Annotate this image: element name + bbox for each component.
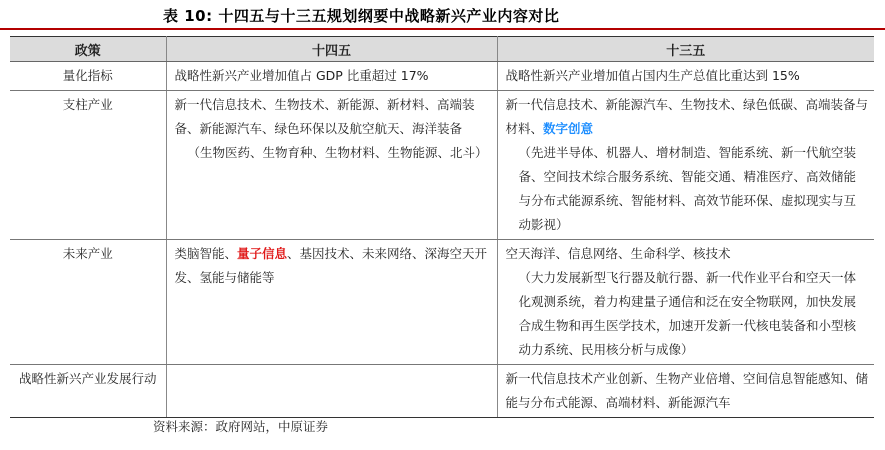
cell-quant-p13: 战略性新兴产业增加值占国内生产总值比重达到 15%: [497, 62, 874, 91]
row-label-future: 未来产业: [10, 240, 166, 365]
future-p13-note: （大力发展新型飞行器及航行器、新一代作业平台和空天一体化观测系统，着力构建量子通信和泛在安全物联网，加快发展合成生物和再生医学技术，加速开发新一代核电装备和小型核动力系统、民用核分析与成像）: [518, 270, 857, 357]
row-label-quant: 量化指标: [10, 62, 166, 91]
cell-future-p13: [497, 240, 874, 365]
cell-quant-p14: 战略性新兴产业增加值占 GDP 比重超过 17%: [166, 62, 497, 91]
table-title: 表 10: 十四五与十三五规划纲要中战略新兴产业内容对比: [163, 7, 560, 25]
source-note: 资料来源：政府网站，中原证券: [153, 419, 329, 434]
cell-action-p14: [166, 365, 497, 418]
future-p14-pre: 类脑智能、: [174, 246, 238, 261]
cell-future-p14: [166, 240, 497, 365]
cell-pillar-p14: [166, 91, 497, 240]
highlight-digital-creative: 数字创意: [543, 121, 594, 136]
header-plan14: 十四五: [166, 37, 497, 62]
future-p14-post: 、基因技术、未来网络、深海空天开发、氢能与储能等: [174, 246, 488, 285]
header-plan13: 十三五: [497, 37, 874, 62]
table-row: [10, 91, 874, 240]
header-policy: 政策: [10, 37, 166, 62]
table-row: [10, 62, 874, 91]
row-label-action: 战略性新兴产业发展行动: [10, 365, 166, 418]
table-row: [10, 240, 874, 365]
cell-action-p13: 新一代信息技术产业创新、生物产业倍增、空间信息智能感知、储能与分布式能源、高端材料、新能源汽车: [497, 365, 874, 418]
pillar-p13-note: （先进半导体、机器人、增材制造、智能系统、新一代航空装备、空间技术综合服务系统、智能交通、精准医疗、高效储能与分布式能源系统、智能材料、高效节能环保、虚拟现实与互动影视）: [518, 145, 857, 232]
highlight-quantum-info: 量子信息: [237, 246, 288, 261]
pillar-p14-main: 新一代信息技术、生物技术、新能源、新材料、高端装备、新能源汽车、绿色环保以及航空航天、海洋装备: [174, 97, 475, 136]
row-label-pillar: 支柱产业: [10, 91, 166, 240]
header-row: [10, 37, 874, 62]
table-row: [10, 365, 874, 418]
cell-pillar-p13: [497, 91, 874, 240]
pillar-p13-main-text: 新一代信息技术、新能源汽车、生物技术、绿色低碳、高端装备与材料、: [505, 97, 869, 136]
pillar-p14-note: （生物医药、生物育种、生物材料、生物能源、北斗）: [187, 145, 488, 160]
title-bar: [0, 0, 885, 30]
comparison-table: [10, 36, 874, 418]
future-p13-main: 空天海洋、信息网络、生命科学、核技术: [505, 246, 731, 261]
pillar-p13-main: [506, 93, 869, 141]
